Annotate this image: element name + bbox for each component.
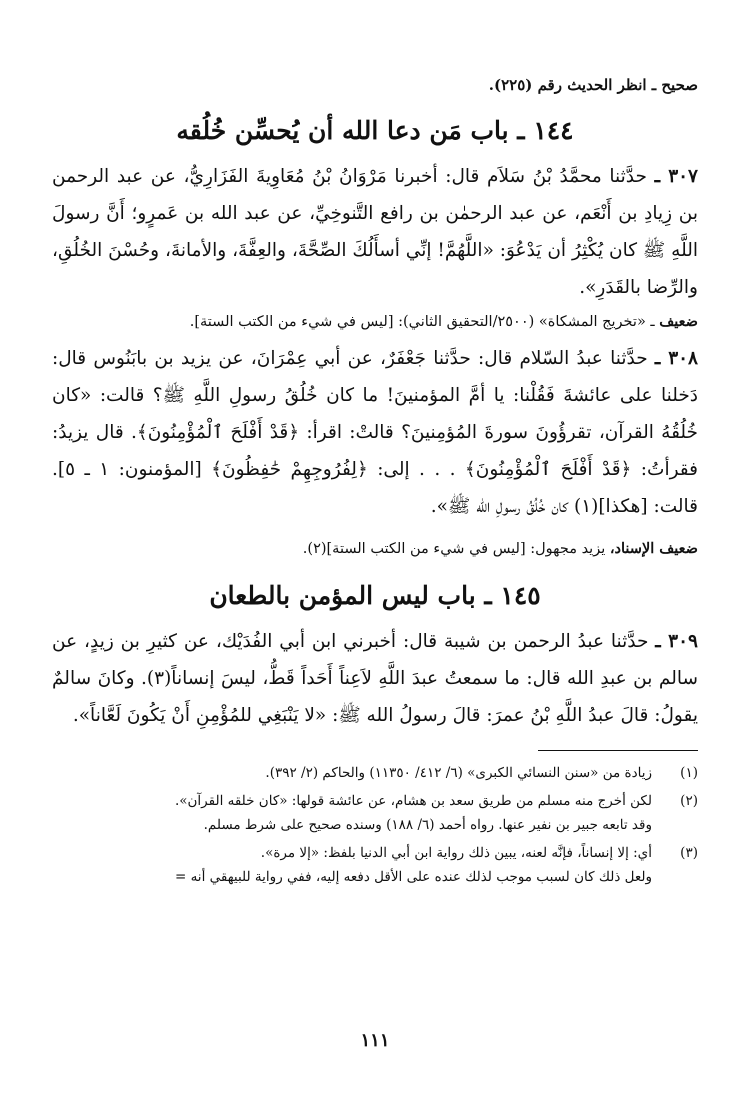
footnote-marker: (٢): [680, 793, 698, 809]
footnote-line: زيادة من «سنن النسائي الكبرى» (٦/ ٤١٢/ ١١٣٥٠) والحاكم (٢/ ٣٩٢).: [265, 765, 652, 781]
hadith-number: ٣٠٧ ـ: [654, 166, 698, 187]
footnote-2: [52, 789, 698, 837]
page-number: ١١١: [360, 1030, 390, 1051]
footnote-body: [52, 841, 652, 889]
chapter-title-145: ١٤٥ ـ باب ليس المؤمن بالطعان: [209, 581, 541, 610]
footnote-3: [52, 841, 698, 889]
hadith-number: ٣٠٩ ـ: [655, 631, 698, 652]
hadith-309: [52, 623, 698, 734]
footnote-body: [52, 761, 652, 785]
grading-text: ـ «تخريج المشكاة» (٢٥٠٠/التحقيق الثاني): [ليس في شيء من الكتب الستة].: [189, 314, 655, 330]
footnote-line: أي: إلا إنساناً، فإنَّه لعنه، يبين ذلك رواية ابن أبي الدنيا بلفظ: «إلا مرة».: [260, 845, 652, 861]
footnote-line: لكن أخرج منه مسلم من طريق سعد بن هشام، عن عائشة قولها: «كان خلقه القرآن».: [174, 793, 652, 809]
hadith-number: ٣٠٨ ـ: [654, 348, 698, 369]
grading-label: ضعيف الإسناد،: [609, 540, 698, 557]
footnote-1: [52, 761, 698, 785]
hadith-grading: [52, 308, 698, 336]
chapter-title-144: ١٤٤ ـ باب مَن دعا الله أن يُحسِّن خُلُقه: [176, 116, 574, 145]
footnote-divider: [538, 750, 698, 751]
footnote-body: [52, 789, 652, 837]
footnote-marker: (١): [680, 765, 698, 781]
hadith-text: حدَّثنا عبدُ السّلام قال: حدَّثنا جَعْفَرٌ، عن أبي عِمْرَانَ، عن يزيد بن بابَنُوس قال: دَخلنا على عائشةَ فَقُلْنا: يا أمَّ المؤمنينَ! ما كان خُلُقُ رسولِ اللَّهِ ﷺ؟ قالت: «كان خُلُقُهُ القرآن، تقرؤُونَ سورةَ المُؤمِنينَ؟ قالتْ: اقرأ: ﴿قَدْ أَفْلَحَ ٱلْمُؤْمِنُونَ﴾. قال يزيدُ: فقرأتُ: ﴿قَدْ أَفْلَحَ ٱلْمُؤْمِنُونَ﴾ . . . إلى: ﴿لِفُرُوجِهِمْ حَٰفِظُونَ﴾ [المؤمنون: ١ ـ ٥]. قالت: [هكذا](١) كان خُلُقُ رسولِ الله ﷺ».: [52, 348, 698, 517]
grading-text: يزيد مجهول: [ليس في شيء من الكتب الستة](٢).: [302, 541, 606, 557]
hadith-text: حدَّثنا عبدُ الرحمن بن شيبة قال: أخبرني ابن أبي الفُدَيْك، عن كثيرِ بن زيدٍ، عن سالم بن عبدِ الله قال: ما سمعتُ عبدَ اللَّهِ لاَعِناً أَحَداً قَطُّ، ليسَ إنساناً(٣). وكانَ سالمٌ يقولُ: قالَ عبدُ اللَّهِ بْنُ عمرَ: قالَ رسولُ الله ﷺ: «لا يَنْبَغِي للمُؤْمِنِ أَنْ يَكُونَ لَعَّاناً».: [52, 631, 699, 726]
footnote-marker: (٣): [680, 845, 698, 861]
hadith-grading: [52, 535, 698, 563]
hadith-308: [52, 340, 698, 525]
grading-label: ضعيف: [659, 313, 698, 330]
footnote-line: ولعل ذلك كان لسبب موجب لذلك عنده على الأقل دفعه إليه، ففي رواية للبيهقي أنه =: [174, 869, 652, 885]
top-note: صحيح ـ انظر الحديث رقم (٢٢٥).: [488, 76, 698, 94]
footnote-line: وقد تابعه جبير بن نفير عنها. رواه أحمد (٦/ ١٨٨) وسنده صحيح على شرط مسلم.: [203, 817, 652, 833]
book-page: [52, 72, 698, 893]
hadith-307: [52, 158, 698, 306]
footnotes: [52, 761, 698, 889]
hadith-text: حدَّثنا محمَّدُ بْنُ سَلاَم قال: أخبرنا مَرْوَانُ بْنُ مُعَاوِيةَ الفَزَارِيُّ، عن عبد الرحمن بن زِيادِ بن أَنْعَم، عن عبد الرحمٰن بن رافع التَّنوخِيِّ، عن عبد الله بن عَمرٍو؛ أَنَّ رسولَ اللَّهِ ﷺ كان يُكْثِرُ أن يَدْعُوَ: «اللَّهُمَّ! إنِّي أسأَلُكَ الصِّحَّةَ، والعِفَّةَ، والأمانةَ، وحُسْنَ الخُلُقِ، والرِّضا بالقَدَرِ».: [52, 166, 698, 298]
